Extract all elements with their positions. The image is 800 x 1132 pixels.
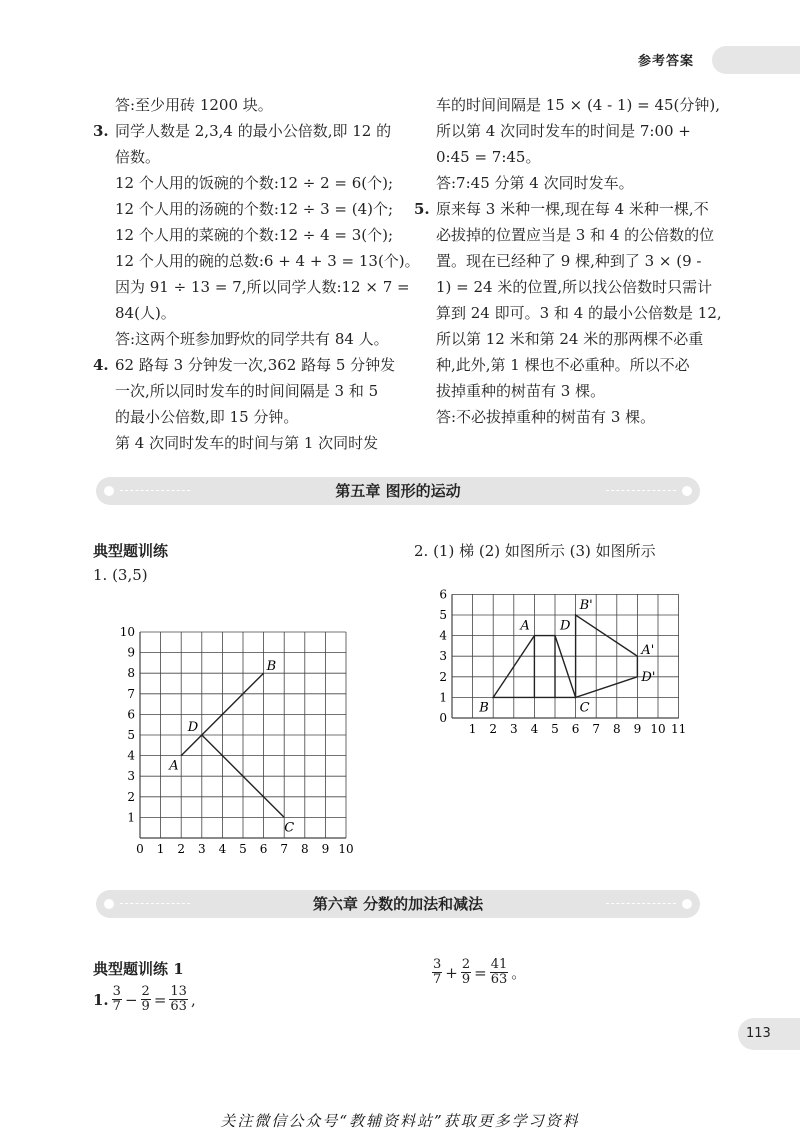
ch5-section-heading: 典型题训练 <box>93 542 169 560</box>
y-tick-label: 1 <box>439 690 447 705</box>
answer-line: 倍数。 <box>115 148 161 166</box>
grid-figure-1 <box>118 610 358 856</box>
answer-line: 答:不必拔掉重种的树苗有 3 棵。 <box>436 408 656 426</box>
fraction: $\frac{3}{7}$ <box>433 957 442 987</box>
y-tick-label: 8 <box>127 666 135 681</box>
header-title: 参考答案 <box>638 54 695 69</box>
answer-text: 原来每 3 米种一棵,现在每 4 米种一棵,不 <box>436 200 709 218</box>
answer-line <box>414 196 722 222</box>
header-tab <box>712 46 800 74</box>
x-tick-label: 3 <box>197 842 206 856</box>
chapter6-title: 第六章 分数的加法和减法 <box>312 895 484 913</box>
x-tick-label: 2 <box>489 722 498 736</box>
point-label: D <box>560 618 571 634</box>
y-tick-label: 4 <box>439 628 447 643</box>
answer-line: 答:这两个班参加野炊的同学共有 84 人。 <box>115 330 389 348</box>
x-tick-label: 8 <box>300 842 309 856</box>
answer-text: 同学人数是 2,3,4 的最小公倍数,即 12 的 <box>115 122 392 140</box>
y-tick-label: 2 <box>439 669 447 684</box>
x-tick-label: 7 <box>280 842 289 856</box>
answer-line <box>93 352 420 378</box>
point-label: C <box>579 700 590 716</box>
answer-line: 第 4 次同时发车的时间与第 1 次同时发 <box>115 434 379 452</box>
point-label: A <box>520 618 530 634</box>
fraction: $\frac{2}{9}$ <box>141 984 150 1014</box>
point-label: B' <box>579 598 593 613</box>
answer-line: 所以第 4 次同时发车的时间是 7:00 + <box>436 122 691 140</box>
answer-line: 答:7:45 分第 4 次同时发车。 <box>436 174 634 192</box>
operator: − <box>124 990 138 1009</box>
x-tick-label: 11 <box>670 722 687 736</box>
chapter5-title: 第五章 图形的运动 <box>335 482 461 500</box>
question-number: 4. <box>93 356 109 374</box>
x-tick-label: 0 <box>136 842 144 856</box>
chapter5-banner <box>96 477 700 505</box>
right-answer-column <box>414 92 722 430</box>
answer-line: 12 个人用的饭碗的个数:12 ÷ 2 = 6(个); <box>115 174 394 192</box>
fraction: $\frac{2}{9}$ <box>461 957 471 987</box>
answer-line: 车的时间间隔是 15 × (4 - 1) = 45(分钟), <box>436 96 721 114</box>
punctuation: , <box>190 990 196 1009</box>
x-tick-label: 5 <box>239 842 247 856</box>
answer-line: 答:至少用砖 1200 块。 <box>115 96 273 114</box>
x-tick-label: 1 <box>468 722 477 736</box>
x-tick-label: 7 <box>592 722 601 736</box>
x-tick-label: 9 <box>321 842 330 856</box>
point-label: A' <box>641 643 655 659</box>
answer-text: 62 路每 3 分钟发一次,362 路每 5 分钟发 <box>115 356 396 374</box>
answer-line: 0:45 = 7:45。 <box>436 148 541 166</box>
y-tick-label: 6 <box>439 587 447 602</box>
x-tick-label: 1 <box>156 842 165 856</box>
x-tick-label: 10 <box>338 842 354 856</box>
x-tick-label: 6 <box>259 842 268 856</box>
question-number: 3. <box>93 122 109 140</box>
answer-line: 因为 91 ÷ 13 = 7,所以同学人数:12 × 7 = <box>115 278 410 296</box>
ch6-equation-1 <box>93 985 196 1014</box>
x-tick-label: 6 <box>571 722 580 736</box>
answer-line <box>93 118 420 144</box>
y-tick-label: 6 <box>127 707 135 722</box>
answer-line: 12 个人用的碗的总数:6 + 4 + 3 = 13(个)。 <box>115 252 420 270</box>
point-label: C <box>284 820 295 836</box>
y-tick-label: 10 <box>119 625 135 639</box>
y-tick-label: 3 <box>127 769 135 784</box>
answer-line: 1) = 24 米的位置,所以找公倍数时只需计 <box>436 278 713 296</box>
answer-line: 拔掉重种的树苗有 3 棵。 <box>436 382 606 400</box>
x-tick-label: 4 <box>530 722 539 736</box>
y-tick-label: 4 <box>127 748 135 763</box>
point-label: B <box>479 700 489 716</box>
answer-line: 必拔掉的位置应当是 3 和 4 的公倍数的位 <box>436 226 715 244</box>
point-label: B <box>266 659 277 675</box>
x-tick-label: 9 <box>633 722 642 736</box>
equals-sign: = <box>153 990 167 1009</box>
y-tick-label: 0 <box>439 711 447 725</box>
footer-note: 关注微信公众号“教辅资料站”获取更多学习资料 <box>220 1112 580 1130</box>
x-tick-label: 3 <box>509 722 518 736</box>
grid-figure-2 <box>430 582 692 742</box>
answer-line: 算到 24 即可。3 和 4 的最小公倍数是 12, <box>436 304 722 322</box>
y-tick-label: 7 <box>127 686 135 701</box>
y-tick-label: 5 <box>439 608 447 622</box>
x-tick-label: 10 <box>650 722 666 736</box>
fraction: $\frac{13}{63}$ <box>170 984 187 1014</box>
punctuation: 。 <box>511 964 527 982</box>
page-number-tab <box>738 1018 800 1050</box>
point-label: D' <box>641 669 656 685</box>
point-label: A <box>169 758 179 774</box>
fraction: $\frac{3}{7}$ <box>112 984 121 1014</box>
question-number: 5. <box>414 200 430 218</box>
left-answer-column <box>93 92 420 456</box>
y-tick-label: 1 <box>127 810 135 825</box>
y-tick-label: 9 <box>127 645 135 660</box>
fraction: $\frac{41}{63}$ <box>490 957 508 987</box>
chapter6-banner <box>96 890 700 918</box>
equals-sign: = <box>474 963 487 982</box>
ch6-equation-2 <box>432 958 526 987</box>
answer-line: 的最小公倍数,即 15 分钟。 <box>115 408 299 426</box>
x-tick-label: 8 <box>612 722 621 736</box>
page-number: 113 <box>746 1026 771 1041</box>
y-tick-label: 2 <box>127 789 135 804</box>
answer-line: 84(人)。 <box>115 304 176 322</box>
ch6-section-heading: 典型题训练 1 <box>93 960 184 978</box>
x-tick-label: 2 <box>177 842 186 856</box>
ch5-question-2: 2. (1) 梯 (2) 如图所示 (3) 如图所示 <box>414 542 656 560</box>
answer-line: 一次,所以同时发车的时间间隔是 3 和 5 <box>115 382 379 400</box>
point-label: D <box>187 720 199 735</box>
operator: + <box>445 963 458 982</box>
answer-line: 12 个人用的菜碗的个数:12 ÷ 4 = 3(个); <box>115 226 394 244</box>
answer-line: 置。现在已经种了 9 棵,种到了 3 × (9 - <box>436 252 702 270</box>
y-tick-label: 5 <box>127 728 135 742</box>
y-tick-label: 3 <box>439 649 447 664</box>
x-tick-label: 5 <box>551 722 559 736</box>
answer-line: 所以第 12 米和第 24 米的那两棵不必重 <box>436 330 704 348</box>
question-number: 1. <box>93 990 109 1009</box>
answer-line: 12 个人用的汤碗的个数:12 ÷ 3 = (4)个; <box>115 200 394 218</box>
x-tick-label: 4 <box>218 842 227 856</box>
ch5-question-1: 1. (3,5) <box>93 566 148 584</box>
answer-line: 种,此外,第 1 棵也不必重种。所以不必 <box>436 356 690 374</box>
